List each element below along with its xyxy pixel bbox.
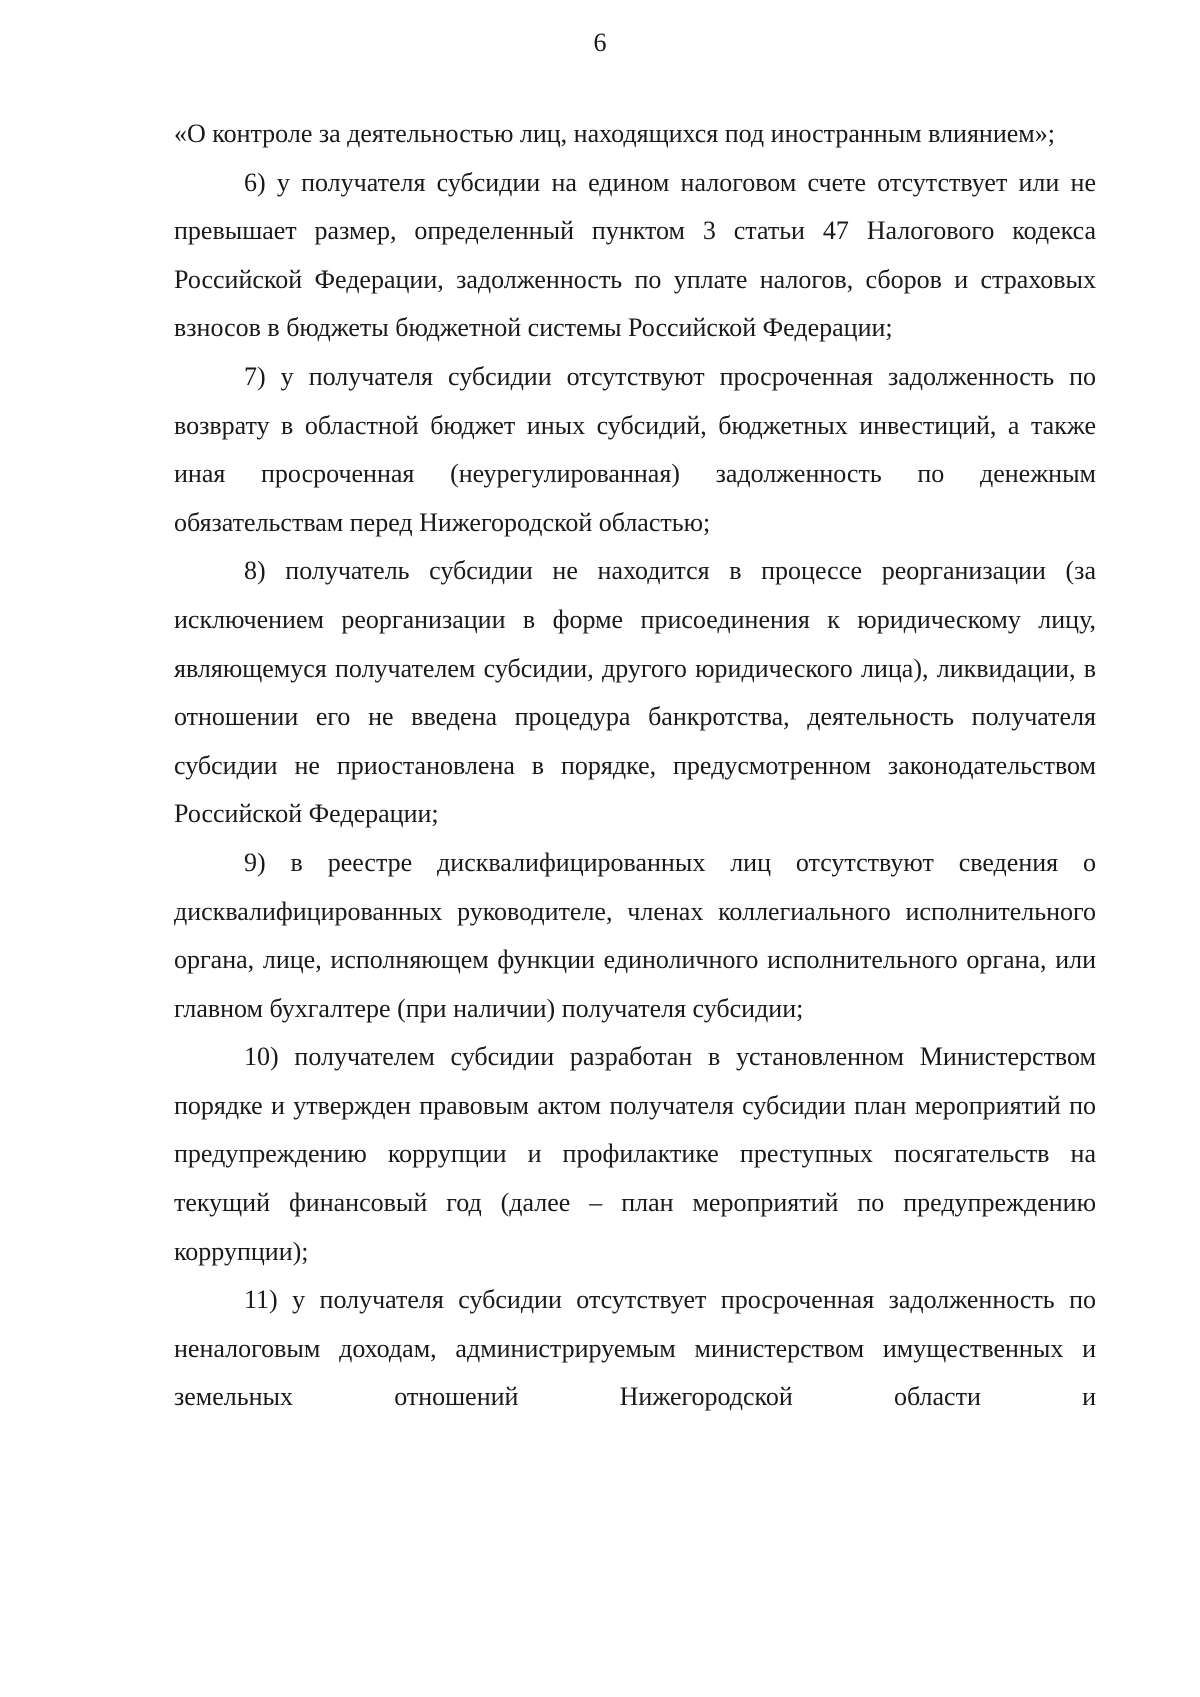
paragraph-item-10: 10) получателем субсидии разработан в установленном Министерством порядке и утвержден правовым актом получателя субсидии план мероприятий по предупреждению коррупции и профилактике преступных посягательств на текущий финансовый год (далее – план мероприятий по предупреждению коррупции); [174,1042,1096,1266]
page-number: 6 [593,28,607,57]
paragraph-item-11: 11) у получателя субсидии отсутствует просроченная задолженность по неналоговым доходам, администрируемым министерством имущественных и земельных отношений Нижегородской области и [174,1285,1096,1412]
document-body [174,110,1096,1422]
paragraph-item-6: 6) у получателя субсидии на едином налоговом счете отсутствует или не превышает размер, определенный пунктом 3 статьи 47 Налогового кодекса Российской Федерации, задолженность по уплате налогов, сборов и страховых взносов в бюджеты бюджетной системы Российской Федерации; [174,167,1096,343]
paragraph-item-9: 9) в реестре дисквалифицированных лиц отсутствуют сведения о дисквалифицированных руководителе, членах коллегиального исполнительного органа, лице, исполняющем функции единоличного исполнительного органа, или главном бухгалтере (при наличии) получателя субсидии; [174,847,1096,1023]
paragraph-continuation: «О контроле за деятельностью лиц, находящихся под иностранным влиянием»; [174,119,1055,148]
paragraph-item-7: 7) у получателя субсидии отсутствуют просроченная задолженность по возврату в областной бюджет иных субсидий, бюджетных инвестиций, а также иная просроченная (неурегулированная) задолженность по денежным обязательствам перед Нижегородской областью; [174,361,1096,537]
paragraph-item-8: 8) получатель субсидии не находится в процессе реорганизации (за исключением реорганизации в форме присоединения к юридическому лицу, являющемуся получателем субсидии, другого юридического лица), ликвидации, в отношении его не введена процедура банкротства, деятельность получателя субсидии не приостановлена в порядке, предусмотренном законодательством Российской Федерации; [174,556,1096,829]
